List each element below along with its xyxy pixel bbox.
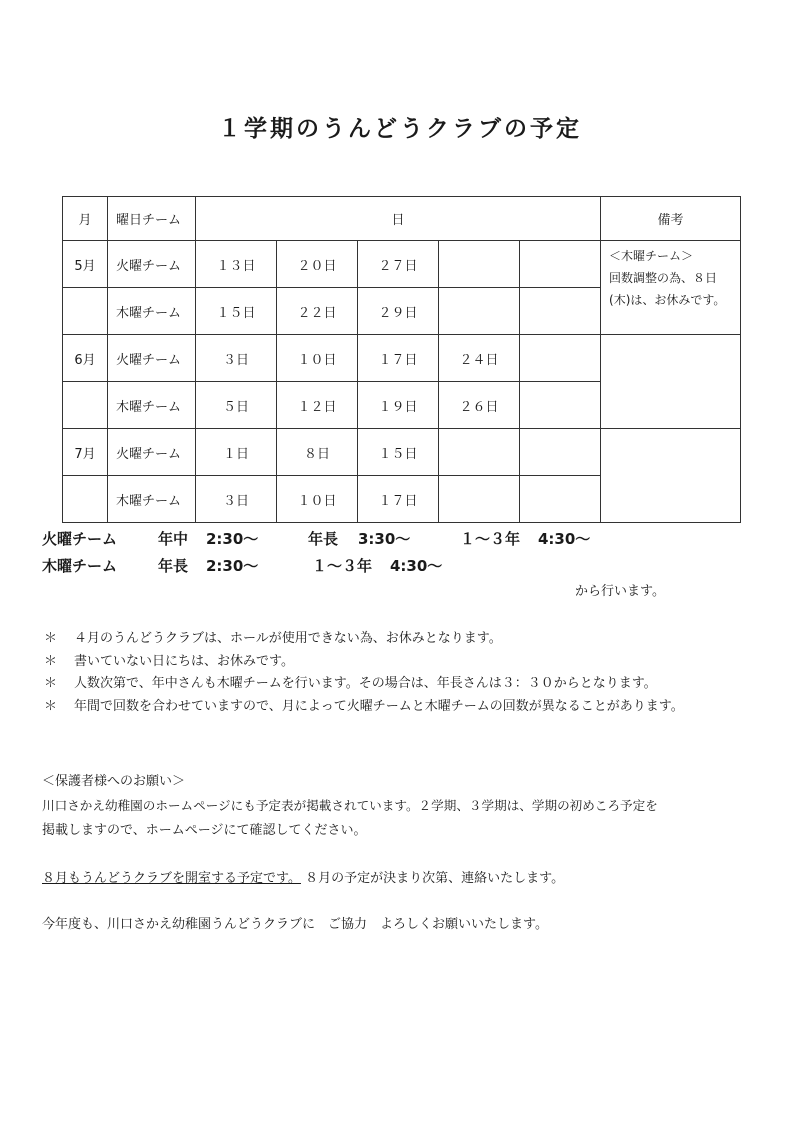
request-line-1: 川口さかえ幼稚園のホームページにも予定表が掲載されています。２学期、３学期は、学期の初めころ予定を [42, 798, 658, 813]
day-cell: １日 [196, 429, 277, 476]
asterisk-icon: ＊ [44, 698, 58, 714]
month-cell: 7月 [63, 429, 108, 476]
august-underlined-text: ８月もうんどうクラブを開室する予定です。 [42, 871, 301, 886]
day-cell: ２４日 [439, 335, 520, 382]
note-cell-july [601, 429, 741, 523]
day-cell: １９日 [358, 382, 439, 429]
day-cell: ２６日 [439, 382, 520, 429]
request-heading: ＜保護者様へのお願い＞ [42, 774, 186, 789]
day-cell: ５日 [196, 382, 277, 429]
day-cell: １７日 [358, 335, 439, 382]
tuesday-time-2: 3:30～ [358, 530, 411, 548]
note-text: ４月のうんどうクラブは、ホールが使用できない為、お休みとなります。 [74, 631, 502, 646]
thursday-team-label: 木曜チーム [42, 557, 118, 575]
header-days: 日 [196, 197, 601, 241]
table-row [63, 335, 741, 382]
closing-text: 今年度も、川口さかえ幼稚園うんどうクラブに ご協力 よろしくお願いいたします。 [42, 917, 548, 932]
tuesday-time-1: 2:30～ [206, 530, 259, 548]
thursday-time-2: 4:30～ [390, 557, 443, 575]
day-cell: １２日 [277, 382, 358, 429]
schedule-table [62, 196, 741, 523]
day-cell: ２７日 [358, 241, 439, 288]
thursday-group-1: 年長 [158, 557, 189, 575]
day-cell [439, 429, 520, 476]
thursday-time-1: 2:30～ [206, 557, 259, 575]
table-row [63, 241, 741, 288]
day-cell [439, 476, 520, 523]
day-cell [520, 429, 601, 476]
note-line: ＜木曜チーム＞ [609, 249, 694, 263]
note-text: 書いていない日にちは、お休みです。 [74, 653, 294, 669]
month-cell: 5月 [63, 241, 108, 288]
asterisk-icon: ＊ [44, 653, 58, 669]
day-cell [520, 241, 601, 288]
day-cell: １５日 [358, 429, 439, 476]
page-title: １学期のうんどうクラブの予定 [218, 116, 582, 142]
tuesday-team-label: 火曜チーム [42, 530, 118, 548]
day-cell [520, 288, 601, 335]
note-line: 回数調整の為、８日 [609, 271, 718, 285]
month-cell: 6月 [63, 335, 108, 382]
month-cell [63, 382, 108, 429]
asterisk-icon: ＊ [44, 631, 58, 646]
day-cell: ３日 [196, 335, 277, 382]
day-cell: ８日 [277, 429, 358, 476]
asterisk-icon: ＊ [44, 676, 58, 691]
day-cell [439, 241, 520, 288]
day-cell: １０日 [277, 476, 358, 523]
day-cell [439, 288, 520, 335]
team-cell: 火曜チーム [108, 241, 196, 288]
month-cell [63, 476, 108, 523]
times-suffix: から行います。 [575, 584, 665, 599]
tuesday-group-2: 年長 [308, 530, 339, 548]
day-cell: １０日 [277, 335, 358, 382]
note-text: 年間で回数を合わせていますので、月によって火曜チームと木曜チームの回数が異なることがあります。 [74, 698, 684, 714]
team-cell: 火曜チーム [108, 335, 196, 382]
day-cell: １３日 [196, 241, 277, 288]
august-rest-text: ８月の予定が決まり次第、連絡いたします。 [305, 871, 565, 886]
team-cell: 木曜チーム [108, 288, 196, 335]
day-cell [520, 382, 601, 429]
day-cell: ２０日 [277, 241, 358, 288]
day-cell [520, 335, 601, 382]
note-cell-june [601, 335, 741, 429]
team-cell: 火曜チーム [108, 429, 196, 476]
august-notice [42, 867, 564, 886]
day-cell: １７日 [358, 476, 439, 523]
day-cell: ２９日 [358, 288, 439, 335]
day-cell: ３日 [196, 476, 277, 523]
team-cell: 木曜チーム [108, 382, 196, 429]
request-line-2: 掲載しますので、ホームページにて確認してください。 [42, 823, 367, 838]
team-cell: 木曜チーム [108, 476, 196, 523]
header-team: 曜日チーム [108, 197, 196, 241]
table-header-row [63, 197, 741, 241]
note-cell-may [601, 241, 741, 335]
tuesday-time-3: 4:30～ [538, 530, 591, 548]
day-cell: ２２日 [277, 288, 358, 335]
tuesday-group-3: １～３年 [460, 530, 521, 548]
table-row [63, 429, 741, 476]
note-text: 人数次第で、年中さんも木曜チームを行います。その場合は、年長さんは３：３０からとなります。 [74, 676, 657, 691]
header-month: 月 [63, 197, 108, 241]
thursday-group-2: １～３年 [312, 557, 373, 575]
month-cell [63, 288, 108, 335]
day-cell [520, 476, 601, 523]
header-notes: 備考 [601, 197, 741, 241]
day-cell: １５日 [196, 288, 277, 335]
note-line: (木)は、お休みです。 [609, 293, 726, 307]
tuesday-group-1: 年中 [158, 530, 189, 548]
